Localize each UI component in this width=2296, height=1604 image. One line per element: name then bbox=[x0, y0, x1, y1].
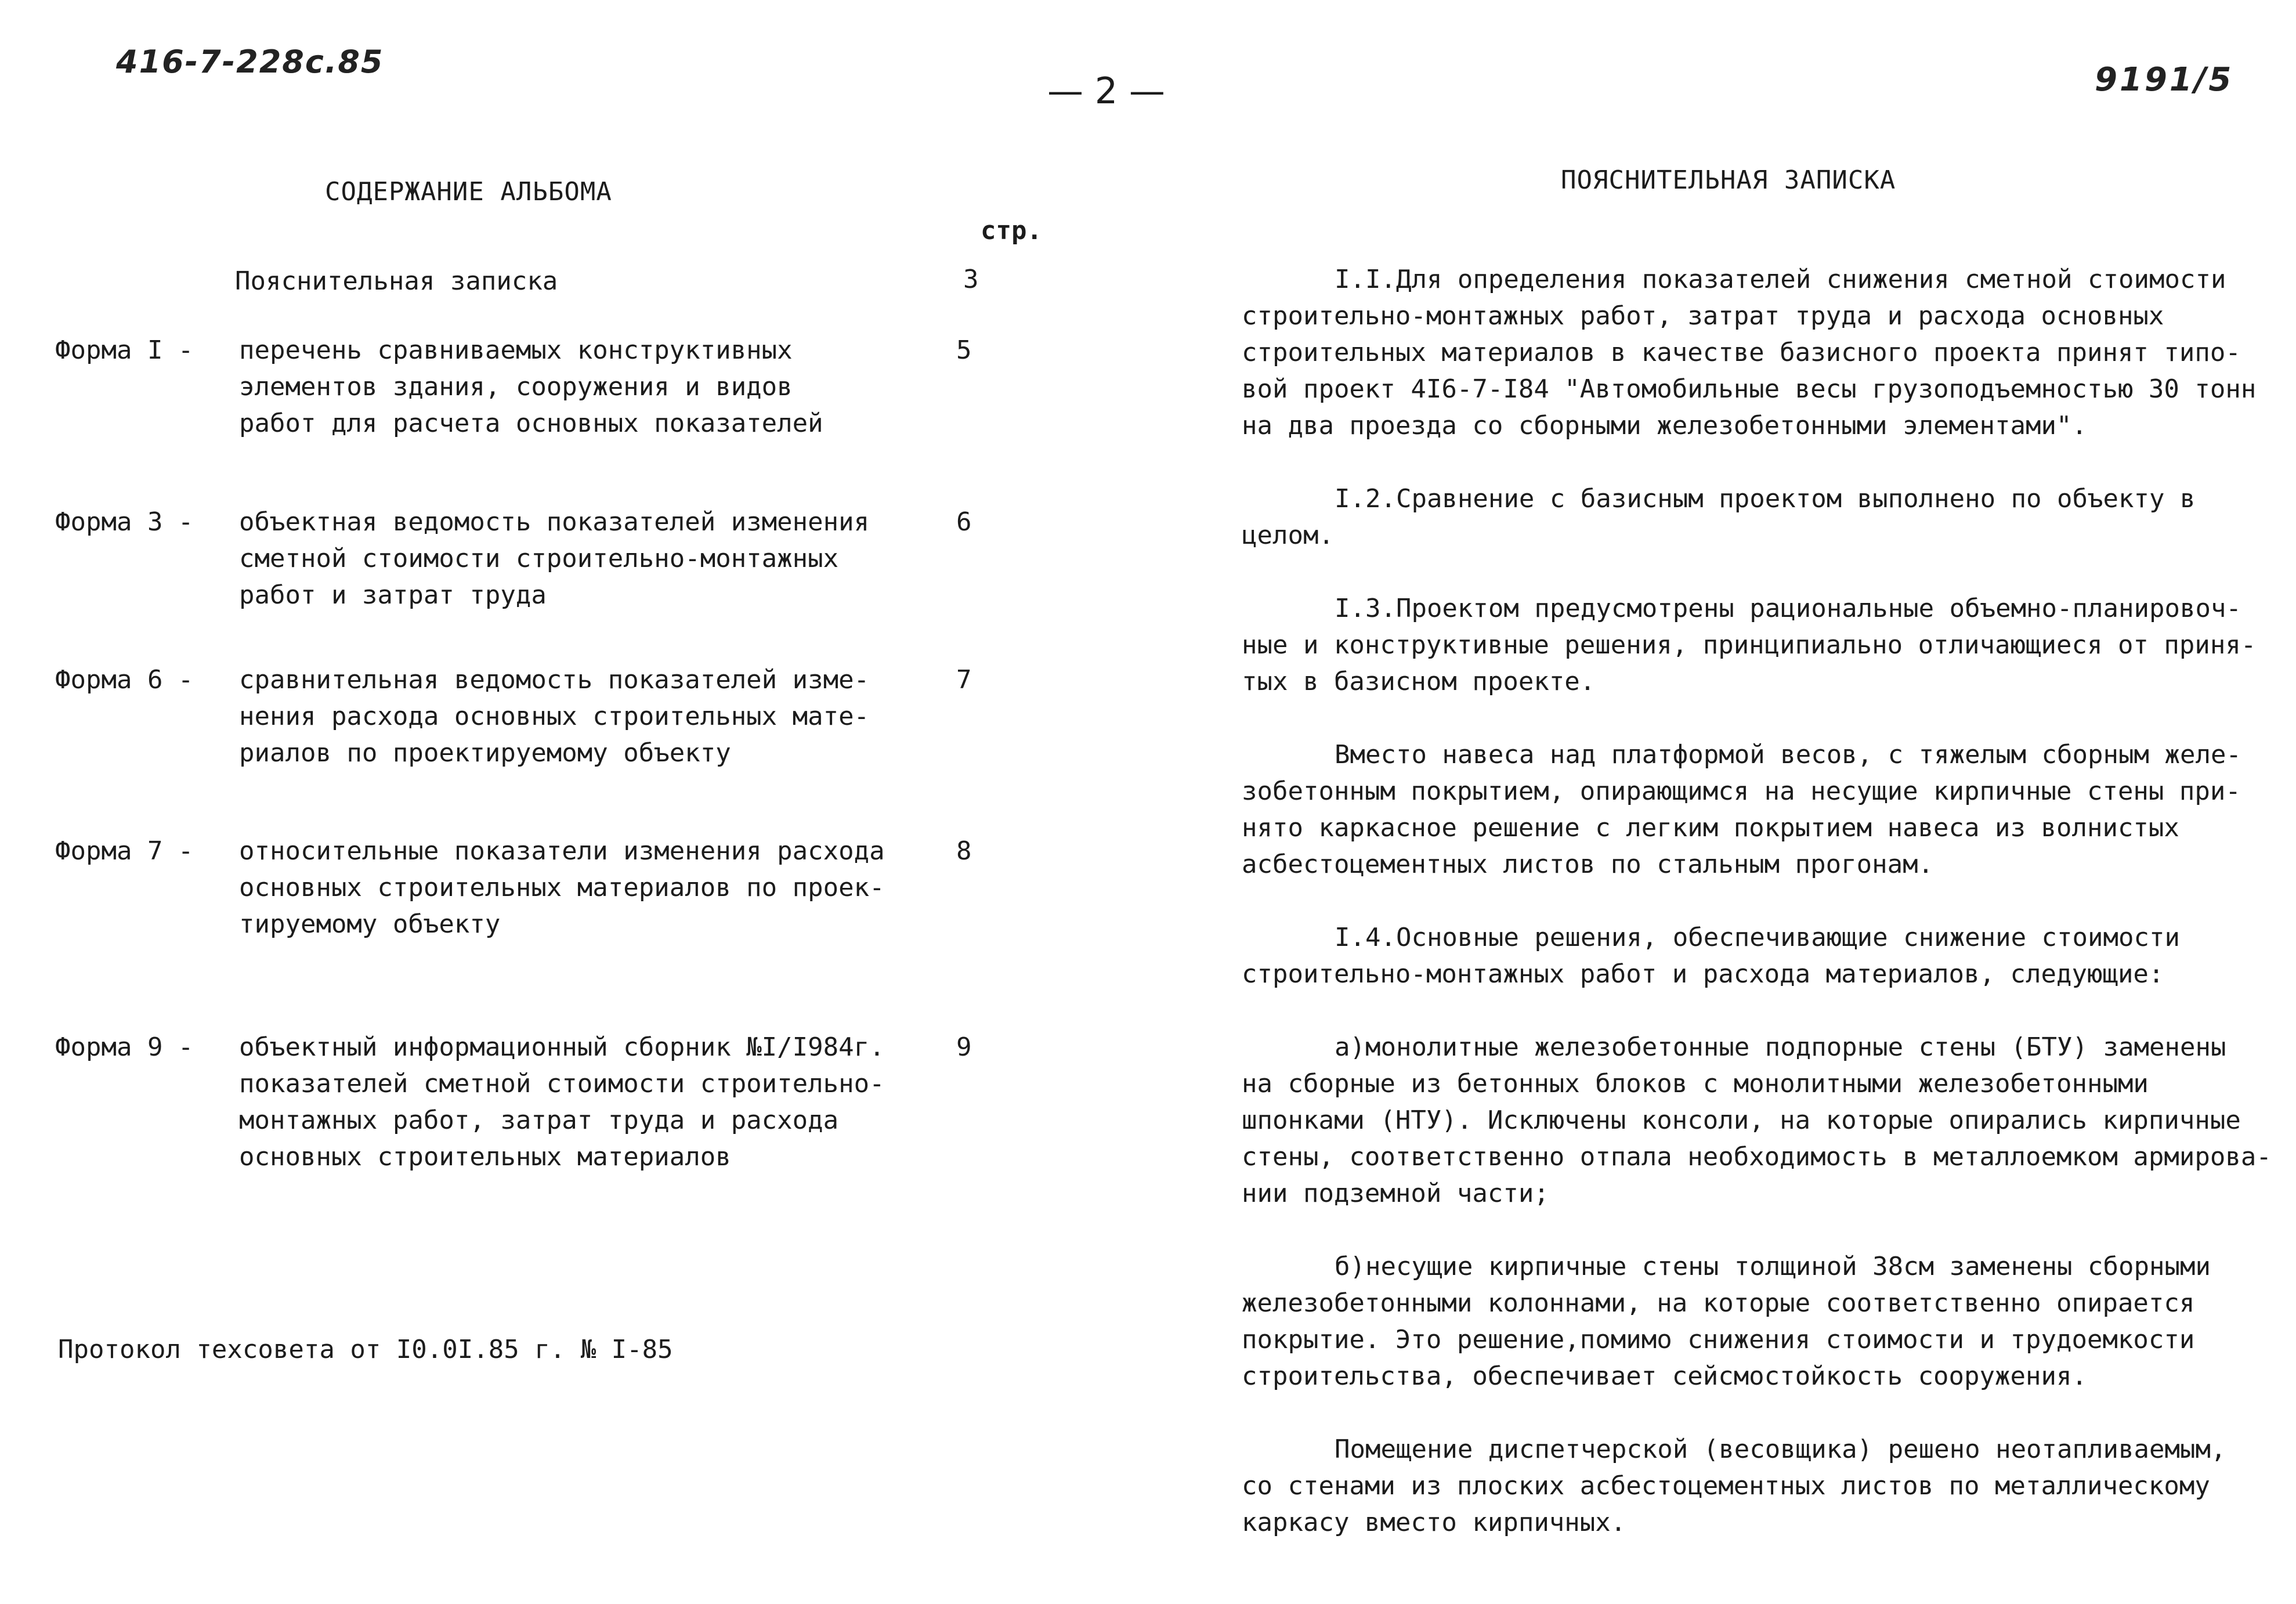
pages-column-label: стр. bbox=[981, 216, 1042, 245]
toc-form-label: Форма 7 - bbox=[55, 836, 194, 866]
toc-description-line: основных строительных материалов по проек- bbox=[239, 873, 885, 902]
note-line: каркасу вместо кирпичных. bbox=[1242, 1508, 1626, 1537]
note-line: I.4.Основные решения, обеспечивающие снижение стоимости bbox=[1335, 923, 2180, 952]
toc-description bbox=[239, 662, 869, 771]
toc-form-label: Форма 3 - bbox=[55, 507, 194, 537]
toc-description-line: объектный информационный сборник №I/I984г. bbox=[239, 1032, 885, 1062]
toc-description-line: сравнительная ведомость показателей изме- bbox=[239, 665, 870, 695]
note-line: б)несущие кирпичные стены толщиной 38см заменены сборными bbox=[1335, 1252, 2211, 1281]
note-body bbox=[1242, 261, 2272, 1577]
note-line: стены, соответственно отпала необходимость в металлоемком армирова- bbox=[1242, 1142, 2272, 1172]
note-line: тых в базисном проекте. bbox=[1242, 667, 1596, 696]
protocol-note: Протокол техсовета от I0.0I.85 г. № I-85 bbox=[58, 1335, 673, 1364]
toc-intro-label: Пояснительная записка bbox=[235, 266, 558, 296]
note-line: I.2.Сравнение с базисным проектом выполнено по объекту в bbox=[1335, 484, 2196, 514]
note-line: строительно-монтажных работ и расхода материалов, следующие: bbox=[1242, 959, 2164, 989]
toc-description-line: работ и затрат труда bbox=[239, 580, 547, 610]
document-code: 416-7-228с.85 bbox=[116, 44, 384, 80]
note-line: нято каркасное решение с легким покрытием навеса из волнистых bbox=[1242, 813, 2179, 843]
note-line: вой проект 4I6-7-I84 "Автомобильные весы грузоподъемностью 30 тонн bbox=[1242, 374, 2257, 404]
note-paragraph bbox=[1242, 261, 2257, 444]
note-line: а)монолитные железобетонные подпорные стены (БТУ) заменены bbox=[1335, 1032, 2226, 1062]
toc-form-label: Форма 9 - bbox=[55, 1032, 194, 1062]
note-paragraph bbox=[1242, 1431, 2251, 1541]
toc-description bbox=[239, 332, 823, 442]
note-line: ные и конструктивные решения, принципиально отличающиеся от приня- bbox=[1242, 630, 2257, 660]
note-line: железобетонными колоннами, на которые соответственно опирается bbox=[1242, 1288, 2195, 1318]
note-line: строительства, обеспечивает сейсмостойкость сооружения. bbox=[1242, 1361, 2087, 1391]
toc-description bbox=[239, 504, 869, 613]
page-number: — 2 — bbox=[1047, 70, 1165, 112]
sheet-number: 9191/5 bbox=[2095, 61, 2234, 99]
note-line: строительно-монтажных работ, затрат труда и расхода основных bbox=[1242, 301, 2164, 331]
note-paragraph bbox=[1242, 736, 2251, 883]
toc-page-number: 6 bbox=[956, 507, 972, 537]
note-line: Вместо навеса над платформой весов, с тяжелым сборным желе- bbox=[1335, 740, 2241, 770]
toc-form-label: Форма I - bbox=[55, 335, 194, 365]
note-line: на два проезда со сборными железобетонными элементами". bbox=[1242, 411, 2087, 440]
note-line: асбестоцементных листов по стальным прогонам. bbox=[1242, 850, 1934, 879]
note-line: покрытие. Это решение,помимо снижения стоимости и трудоемкости bbox=[1242, 1325, 2195, 1354]
toc-page-number: 7 bbox=[956, 665, 972, 695]
note-line: строительных материалов в качестве базисного проекта принят типо- bbox=[1242, 338, 2241, 367]
note-line: Помещение диспетчерской (весовщика) решено неотапливаемым, bbox=[1335, 1435, 2226, 1464]
note-paragraph bbox=[1242, 919, 2251, 992]
note-line: шпонками (НТУ). Исключены консоли, на которые опирались кирпичные bbox=[1242, 1106, 2241, 1135]
toc-page-number: 9 bbox=[956, 1032, 972, 1062]
toc-description-line: тируемому объекту bbox=[239, 909, 501, 939]
toc-description-line: риалов по проектируемому объекту bbox=[239, 738, 731, 768]
toc-description-line: объектная ведомость показателей изменения bbox=[239, 507, 870, 537]
note-line: на сборные из бетонных блоков с монолитными железобетонными bbox=[1242, 1069, 2149, 1099]
toc-description-line: работ для расчета основных показателей bbox=[239, 409, 823, 438]
note-line: со стенами из плоских асбестоцементных листов по металлическому bbox=[1242, 1471, 2210, 1501]
toc-description-line: показателей сметной стоимости строительно- bbox=[239, 1069, 885, 1099]
note-line: целом. bbox=[1242, 521, 1334, 550]
toc-description-line: относительные показатели изменения расхода bbox=[239, 836, 885, 866]
note-paragraph bbox=[1242, 481, 2251, 554]
note-paragraph bbox=[1242, 590, 2257, 700]
note-paragraph bbox=[1242, 1248, 2251, 1395]
toc-description-line: сметной стоимости строительно-монтажных bbox=[239, 544, 839, 573]
note-line: нии подземной части; bbox=[1242, 1179, 1549, 1208]
toc-description-line: основных строительных материалов bbox=[239, 1142, 731, 1172]
toc-description bbox=[239, 833, 885, 942]
toc-description-line: перечень сравниваемых конструктивных bbox=[239, 335, 793, 365]
toc-form-label: Форма 6 - bbox=[55, 665, 194, 695]
toc-page-number: 8 bbox=[956, 836, 972, 866]
toc-description bbox=[239, 1029, 885, 1175]
toc-description-line: монтажных работ, затрат труда и расхода bbox=[239, 1106, 839, 1135]
toc-description-line: элементов здания, сооружения и видов bbox=[239, 372, 793, 402]
note-line: зобетонным покрытием, опирающимся на несущие кирпичные стены при- bbox=[1242, 776, 2241, 806]
note-line: I.3.Проектом предусмотрены рациональные объемно-планировоч- bbox=[1335, 594, 2241, 623]
toc-intro-page: 3 bbox=[963, 265, 979, 294]
toc-title: СОДЕРЖАНИЕ АЛЬБОМА bbox=[325, 177, 612, 207]
note-line: I.I.Для определения показателей снижения сметной стоимости bbox=[1335, 265, 2226, 294]
note-paragraph bbox=[1242, 1029, 2272, 1212]
toc-page-number: 5 bbox=[956, 335, 972, 365]
toc-description-line: нения расхода основных строительных мате- bbox=[239, 702, 870, 731]
note-title: ПОЯСНИТЕЛЬНАЯ ЗАПИСКА bbox=[1561, 165, 1896, 195]
